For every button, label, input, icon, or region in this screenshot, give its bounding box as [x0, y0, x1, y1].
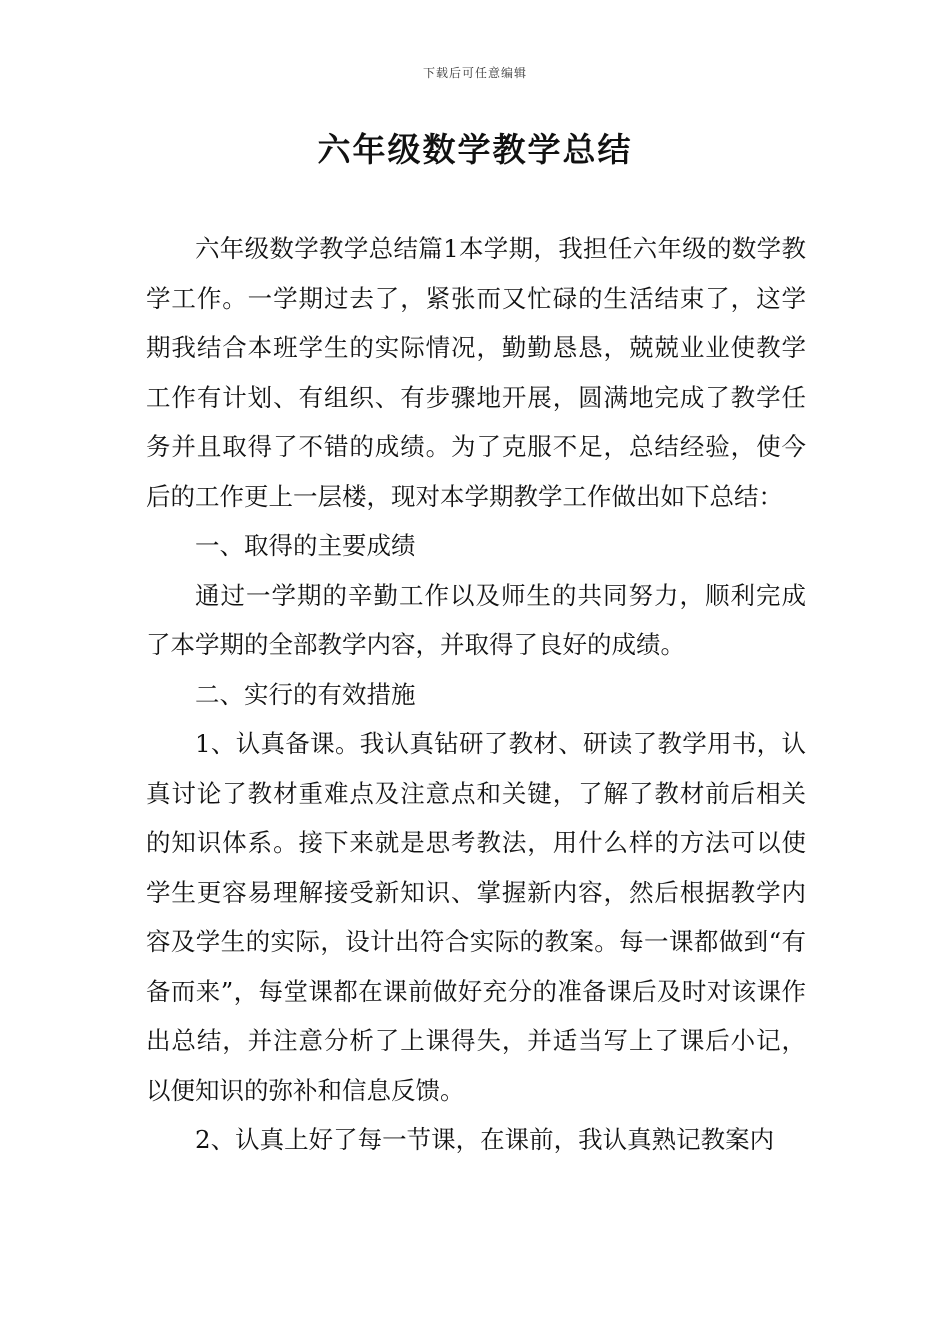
section-heading-measures: 二、实行的有效措施 — [195, 679, 416, 709]
section-heading-achievements: 一、取得的主要成绩 — [195, 531, 416, 560]
paragraph-intro: 六年级数学教学总结篇1本学期，我担任六年级的数学教学工作。一学期过去了，紧张而又忙碌的生活结束了，这学期我结合本班学生的实际情况，勤勤恳恳，兢兢业业使教学工作有计划、有组织、有步骤地开展，圆满地完成了教学任务并且取得了不错的成绩。为了克服不足，总结经验，使今后的工作更上一层楼，现对本学期教学工作做出如下总结： — [146, 234, 806, 511]
document-title: 六年级数学教学总结 — [317, 130, 633, 169]
paragraph-achievements: 通过一学期的辛勤工作以及师生的共同努力，顺利完成了本学期的全部教学内容，并取得了良好的成绩。 — [146, 580, 806, 659]
paragraph-lesson-preparation: 1、认真备课。我认真钻研了教材、研读了教学用书，认真讨论了教材重难点及注意点和关键，了解了教材前后相关的知识体系。接下来就是思考教法，用什么样的方法可以使学生更容易理解接受新知识、掌握新内容，然后根据教学内容及学生的实际，设计出符合实际的教案。每一课都做到“有备而来”，每堂课都在课前做好充分的准备课后及时对该课作出总结，并注意分析了上课得失，并适当写上了课后小记，以便知识的弥补和信息反馈。 — [146, 729, 806, 1105]
page-header-note: 下载后可任意编辑 — [422, 66, 527, 80]
document-body — [146, 224, 806, 1165]
paragraph-teaching-classes: 2、认真上好了每一节课，在课前，我认真熟记教案内 — [195, 1125, 775, 1154]
